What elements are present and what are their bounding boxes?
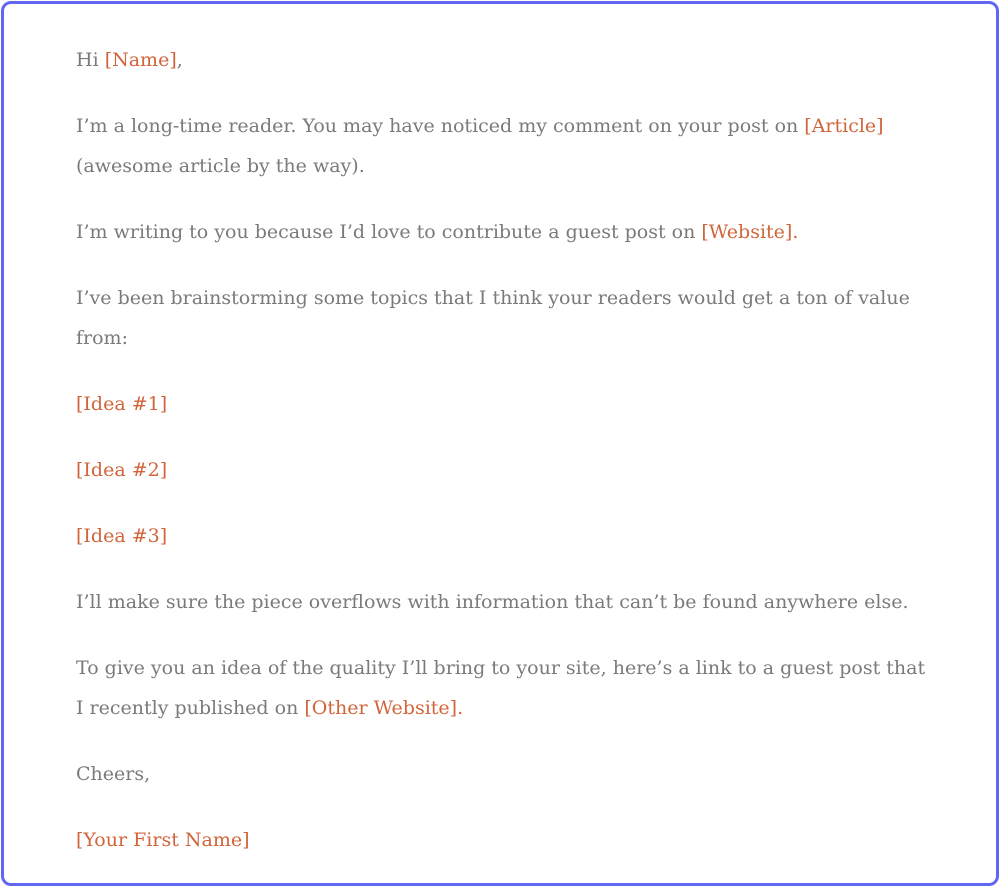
paragraph-intro-text: I’m a long-time reader. You may have noticed my comment on your post on xyxy=(76,115,805,137)
paragraph-purpose xyxy=(76,212,936,252)
paragraph-intro xyxy=(76,106,936,186)
name-placeholder: [Name] xyxy=(104,49,177,71)
email-body xyxy=(76,40,936,886)
idea-3-placeholder: [Idea #3] xyxy=(76,525,168,547)
paragraph-topics-text: I’ve been brainstorming some topics that I think your readers would get a ton of value from: xyxy=(76,287,910,349)
paragraph-link-suffix: . xyxy=(457,697,464,719)
greeting-prefix: Hi xyxy=(76,49,105,71)
idea-1-placeholder: [Idea #1] xyxy=(76,393,168,415)
paragraph-purpose-suffix: . xyxy=(792,221,799,243)
email-template-frame xyxy=(1,1,999,886)
paragraph-quality xyxy=(76,582,936,622)
website-placeholder: [Website] xyxy=(701,221,793,243)
paragraph-intro-suffix: (awesome article by the way). xyxy=(76,155,365,177)
other-website-placeholder: [Other Website] xyxy=(304,697,458,719)
paragraph-link xyxy=(76,648,936,728)
signature-placeholder: [Your First Name] xyxy=(76,829,250,851)
paragraph-link-text: To give you an idea of the quality I’ll bring to your site, here’s a link to a guest post that I recently published on xyxy=(76,657,926,719)
signoff: Cheers, xyxy=(76,763,151,785)
paragraph-quality-text: I’ll make sure the piece overflows with information that can’t be found anywhere else. xyxy=(76,591,909,613)
paragraph-topics xyxy=(76,278,936,358)
greeting-line xyxy=(76,40,936,80)
article-placeholder: [Article] xyxy=(804,115,884,137)
greeting-suffix: , xyxy=(176,49,183,71)
paragraph-purpose-text: I’m writing to you because I’d love to contribute a guest post on xyxy=(76,221,702,243)
idea-2-placeholder: [Idea #2] xyxy=(76,459,168,481)
